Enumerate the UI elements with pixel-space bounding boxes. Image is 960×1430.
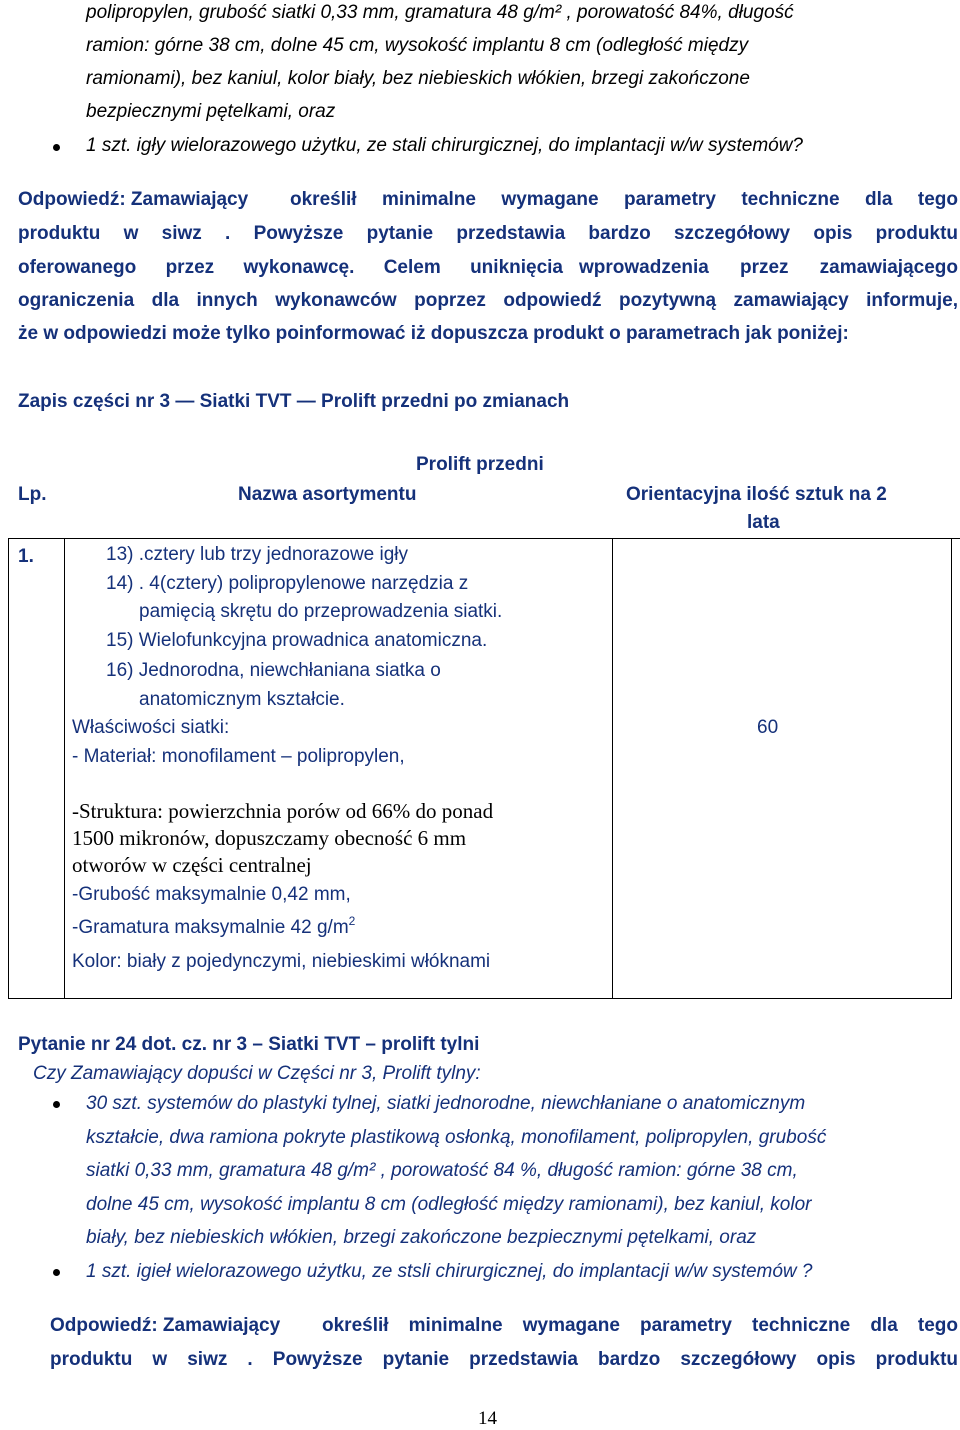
answer-line-5: że w odpowiedzi może tylko poinformować iż dopuszcza produkt o parametrach jak poniżej: (18, 323, 849, 344)
table-title: Prolift przedni (416, 454, 544, 475)
answer2-label: Odpowiedź: Zamawiający (50, 1315, 281, 1336)
row-color: Kolor: biały z pojedynczymi, niebieskimi włóknami (72, 951, 491, 972)
row-properties: Właściwości siatki: (72, 717, 230, 738)
answer-line-3b: wprowadzenia przez zamawiającego (579, 257, 958, 278)
row-lp: 1. (18, 546, 34, 567)
row-material: - Materiał: monofilament – polipropylen, (72, 746, 405, 767)
question-bullet-1-line-5: biały, bez niebieskich włókien, brzegi zakończone bezpiecznymi pętelkami, oraz (86, 1227, 757, 1248)
row-structure-1: -Struktura: powierzchnia porów od 66% do ponad (72, 799, 494, 823)
row-item-14: 14) . 4(cztery) polipropylenowe narzędzia z (106, 573, 469, 594)
table-border-left (8, 538, 9, 998)
header-lp: Lp. (18, 484, 47, 505)
question-bullet-1-line-3: siatki 0,33 mm, gramatura 48 g/m² , porowatość 84 %, długość ramion: górne 38 cm, (86, 1160, 798, 1181)
answer2-line-1: określił minimalne wymagane parametry techniczne dla tego (322, 1315, 958, 1336)
row-structure-3: otworów w części centralnej (72, 853, 312, 877)
header-qty: Orientacyjna ilość sztuk na 2 (626, 484, 887, 505)
answer-line-4: ograniczenia dla innych wykonawców poprzez odpowiedź pozytywną zamawiający informuje, (18, 290, 958, 311)
question-bullet-1-line-2: kształcie, dwa ramiona pokryte plastikową osłonką, monofilament, polipropylen, grubość (86, 1127, 827, 1148)
page-number: 14 (478, 1408, 497, 1429)
row-qty: 60 (757, 717, 779, 738)
header-qty-2: lata (747, 512, 780, 533)
answer-label: Odpowiedź: Zamawiający (18, 189, 249, 210)
intro-line-2: ramion: górne 38 cm, dolne 45 cm, wysokość implantu 8 cm (odległość między (86, 35, 749, 56)
table-column-divider (612, 538, 613, 999)
intro-line-3: ramionami), bez kaniul, kolor biały, bez niebieskich włókien, brzegi zakończone (86, 68, 750, 89)
bullet-icon (53, 1269, 60, 1276)
row-item-13: 13) .cztery lub trzy jednorazowe igły (106, 544, 409, 565)
row-item-16: 16) Jednorodna, niewchłaniana siatka o (106, 660, 441, 681)
table-rule (8, 538, 960, 539)
bullet-icon (53, 1101, 60, 1108)
record-heading: Zapis części nr 3 — Siatki TVT — Prolift przedni po zmianach (18, 391, 570, 412)
intro-line-4: bezpiecznymi pętelkami, oraz (86, 101, 336, 122)
bullet-icon (53, 144, 60, 151)
row-structure-2: 1500 mikronów, dopuszczamy obecność 6 mm (72, 826, 467, 850)
intro-bullet-text: 1 szt. igły wielorazowego użytku, ze stali chirurgicznej, do implantacji w/w systemów? (86, 135, 803, 156)
row-weight: -Gramatura maksymalnie 42 $g/m^2$ (72, 914, 356, 938)
table-border-right (951, 538, 952, 999)
row-item-14b: pamięcią skrętu do przeprowadzenia siatki. (139, 601, 503, 622)
header-name: Nazwa asortymentu (238, 484, 417, 505)
question-heading: Pytanie nr 24 dot. cz. nr 3 – Siatki TVT – prolift tylni (18, 1034, 480, 1055)
answer-line-3a: oferowanego przez wykonawcę. Celem uniknięcia (18, 257, 563, 278)
row-thickness: -Grubość maksymalnie 0,42 mm, (72, 884, 351, 905)
row-item-16b: anatomicznym kształcie. (139, 689, 345, 710)
question-intro: Czy Zamawiający dopuści w Części nr 3, Prolift tylny: (33, 1063, 481, 1084)
table-column-divider (64, 538, 65, 999)
answer-line-2: produktu w siwz . Powyższe pytanie przedstawia bardzo szczegółowy opis produktu (18, 223, 958, 244)
intro-line-1: polipropylen, grubość siatki 0,33 mm, gramatura 48 g/m² , porowatość 84%, długość (86, 2, 794, 23)
question-bullet-1-line-4: dolne 45 cm, wysokość implantu 8 cm (odległość między ramionami), bez kaniul, kolor (86, 1194, 812, 1215)
table-border-bottom (8, 998, 952, 999)
answer-line-1: określił minimalne wymagane parametry techniczne dla tego (290, 189, 958, 210)
question-bullet-1-line-1: 30 szt. systemów do plastyki tylnej, siatki jednorodne, niewchłaniane o anatomicznym (86, 1093, 806, 1114)
answer2-line-2: produktu w siwz . Powyższe pytanie przedstawia bardzo szczegółowy opis produktu (50, 1349, 958, 1370)
question-bullet-2: 1 szt. igieł wielorazowego użytku, ze stsli chirurgicznej, do implantacji w/w systemów ? (86, 1261, 813, 1282)
row-item-15: 15) Wielofunkcyjna prowadnica anatomiczna. (106, 630, 488, 651)
